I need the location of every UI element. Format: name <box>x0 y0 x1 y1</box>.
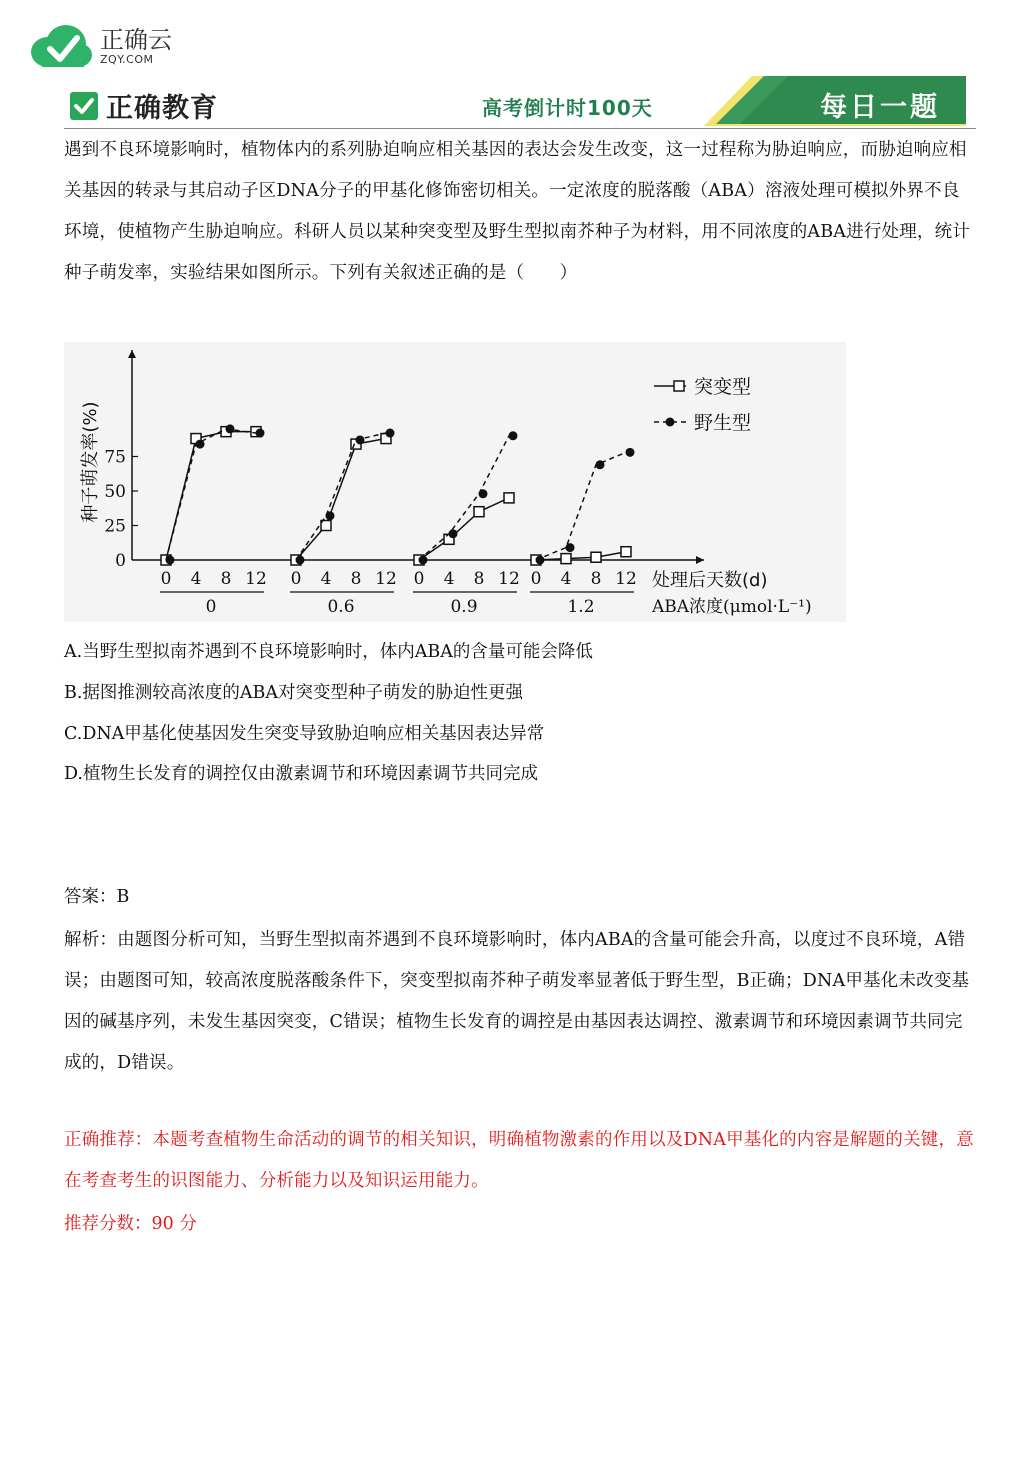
mutant-line <box>296 439 386 560</box>
mutant-line <box>536 552 626 560</box>
wildtype-point <box>386 429 395 438</box>
wildtype-point <box>196 440 205 449</box>
option-a: A.当野生型拟南芥遇到不良环境影响时，体内ABA的含量可能会降低 <box>64 642 593 662</box>
wildtype-point <box>419 556 428 565</box>
y-tick-label: 0 <box>115 551 126 571</box>
wildtype-point <box>449 529 458 538</box>
header-banner <box>64 76 976 128</box>
header-title: 正确教育 <box>106 93 218 124</box>
y-axis-arrow <box>128 350 136 358</box>
wildtype-point <box>256 429 265 438</box>
x-tick-label: 12 <box>245 569 267 589</box>
aba-concentration-label: ABA浓度(μmol·L⁻¹) <box>652 597 812 617</box>
wildtype-line <box>166 429 256 560</box>
wildtype-point <box>226 424 235 433</box>
answer-label: 答案：B <box>64 887 130 907</box>
wildtype-point <box>536 556 545 565</box>
wildtype-line <box>296 433 386 560</box>
wildtype-point <box>326 511 335 520</box>
brand-name: 正确云 <box>100 25 172 54</box>
brand-logo <box>28 22 172 70</box>
wildtype-point <box>509 431 518 440</box>
x-tick-label: 12 <box>498 569 520 589</box>
group-label: 0 <box>205 597 217 617</box>
x-tick-label: 0 <box>413 569 425 589</box>
countdown-text: 高考倒计时100天 <box>482 96 653 120</box>
x-tick-label: 0 <box>290 569 302 589</box>
x-tick-label: 8 <box>220 569 232 589</box>
legend-wildtype-marker <box>666 418 675 427</box>
wildtype-point <box>296 556 305 565</box>
x-tick-label: 8 <box>473 569 485 589</box>
x-tick-label: 4 <box>443 569 455 589</box>
x-axis-arrow <box>696 556 704 564</box>
y-tick-label: 50 <box>104 482 126 502</box>
germination-chart <box>64 342 846 622</box>
y-tick-label: 25 <box>104 516 126 537</box>
x-tick-label: 0 <box>530 569 542 589</box>
legend-mutant-marker <box>674 381 684 391</box>
x-axis-label: 处理后天数(d) <box>652 570 768 591</box>
daily-question-label: 每日一题 <box>820 92 940 123</box>
wildtype-point <box>566 543 575 552</box>
x-tick-label: 0 <box>160 569 172 589</box>
wildtype-point <box>356 435 365 444</box>
checkbox-logo-icon <box>70 92 98 120</box>
option-c: C.DNA甲基化使基因发生突变导致胁迫响应相关基因表达异常 <box>64 724 545 744</box>
wildtype-point <box>479 489 488 498</box>
option-d: D.植物生长发育的调控仅由激素调节和环境因素调节共同完成 <box>64 764 538 784</box>
x-tick-label: 4 <box>560 569 572 589</box>
x-tick-label: 12 <box>375 569 397 589</box>
cloud-check-icon <box>28 22 94 70</box>
mutant-line <box>419 498 509 560</box>
group-label: 0.9 <box>450 597 478 617</box>
recommend-text: 正确推荐：本题考查植物生命活动的调节的相关知识，明确植物激素的作用以及DNA甲基化的内容是解题的关键，意在考查考生的识图能力、分析能力以及知识运用能力。 <box>64 1130 974 1191</box>
mutant-point <box>504 493 514 503</box>
wildtype-line <box>419 436 509 560</box>
mutant-line <box>166 432 256 560</box>
analysis-text: 解析：由题图分析可知，当野生型拟南芥遇到不良环境影响时，体内ABA的含量可能会升高，以度过不良环境，A错误；由题图可知，较高浓度脱落酸条件下，突变型拟南芥种子萌发率显著低于野生型，B正确；DNA甲基化未改变基因的碱基序列，未发生基因突变，C错误；植物生长发育的调控是由基因表达调控、激素调节和环境因素调节共同完成的，D错误。 <box>64 930 970 1073</box>
wildtype-point <box>596 460 605 469</box>
mutant-point <box>474 507 484 517</box>
legend-mutant-label: 突变型 <box>694 376 752 398</box>
x-tick-label: 12 <box>615 569 637 589</box>
wildtype-point <box>626 448 635 457</box>
header-divider <box>64 128 976 129</box>
y-axis-label: 种子萌发率(%) <box>80 401 101 523</box>
brand-domain: ZQY.COM <box>100 52 154 66</box>
mutant-point <box>621 547 631 557</box>
mutant-point <box>561 554 571 564</box>
legend-wildtype-label: 野生型 <box>694 412 752 434</box>
option-b: B.据图推测较高浓度的ABA对突变型种子萌发的胁迫性更强 <box>64 683 524 703</box>
group-label: 0.6 <box>327 597 355 617</box>
daily-question-banner <box>704 76 966 126</box>
group-label: 1.2 <box>567 597 595 617</box>
x-tick-label: 4 <box>190 569 202 589</box>
wildtype-line <box>536 452 626 560</box>
x-tick-label: 4 <box>320 569 332 589</box>
x-tick-label: 8 <box>590 569 602 589</box>
question-text: 遇到不良环境影响时，植物体内的系列胁迫响应相关基因的表达会发生改变，这一过程称为胁迫响应，而胁迫响应相关基因的转录与其启动子区DNA分子的甲基化修饰密切相关。一定浓度的脱落酸（ABA）溶液处理可模拟外界不良环境，使植物产生胁迫响应。科研人员以某种突变型及野生型拟南芥种子为材料，用不同浓度的ABA进行处理，统计种子萌发率，实验结果如图所示。下列有关叙述正确的是（ ） <box>64 140 971 283</box>
y-tick-label: 75 <box>104 447 126 468</box>
x-tick-label: 8 <box>350 569 362 589</box>
mutant-point <box>591 552 601 562</box>
recommend-score: 推荐分数：90 分 <box>64 1214 197 1234</box>
wildtype-point <box>166 556 175 565</box>
